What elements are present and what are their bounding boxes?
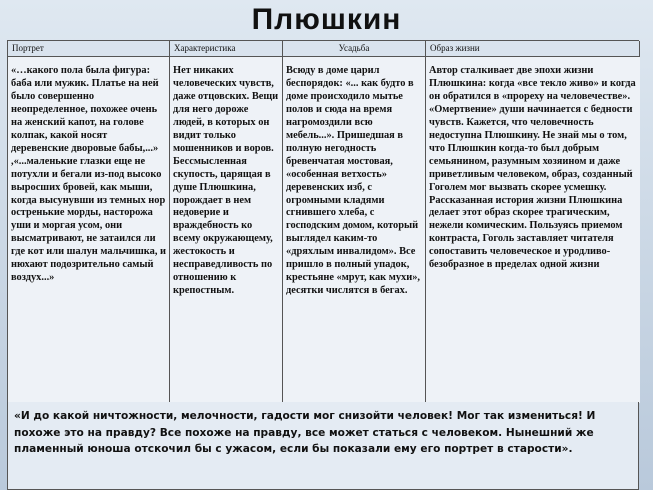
characteristics-table: [7, 40, 639, 402]
cell-lifestyle: Автор сталкивает две эпохи жизни Плюшкина: когда «все текло живо» и когда он обратился в «прореху на человечестве». «Омертвение» души начинается с бедности чувств. Кажется, что человечность недоступна Плюшкину. Не знай мы о том, что Плюшкин когда-то был добрым семьянином, разумным хозяином и даже приветливым человеком, образ, созданный Гоголем мог вызвать скорее усмешку. Рассказанная история жизни Плюшкина делает этот образ скорее трагическим, нежели комическим. Пользуясь приемом контраста, Гоголь заставляет читателя сопоставить человеческое и уродливо-безобразное в пределах одной жизни: [426, 57, 640, 403]
closing-quote: «И до какой ничтожности, мелочности, гадости мог снизойти человек! Мог так измениться! И похоже это на правду? Все похоже на правду, все может статься с человеком. Нынешний же пламенный юноша отскочил бы с ужасом, если бы показали ему его портрет в старости».: [7, 402, 639, 490]
header-estate: Усадьба: [283, 41, 426, 57]
header-portrait: Портрет: [8, 41, 170, 57]
cell-estate: Всюду в доме царил беспорядок: «... как будто в доме происходило мытье полов и сюда на время нагромоздили всю мебель...». Пришедшая в полную негодность бревенчатая мостовая, «особенная ветхость» деревенских изб, с огромными кладями сгнившего хлеба, с господским домом, который выглядел каким-то «дряхлым инвалидом». Все пришло в полный упадок, крестьяне «мрут, как мухи», десятки числятся в бегах.: [283, 57, 426, 403]
cell-portrait: «…какого пола была фигура: баба или мужик. Платье на ней было совершенно неопределенное, похожее очень на женский капот, на голове колпак, какой носят деревенские дворовые бабы,...» ,«...маленькие глазки еще не потухли и бегали из-под высоко выросших бровей, как мыши, когда высунувши из темных нор остренькие морды, насторожа уши и моргая усом, они высматривают, не затаился ли где кот или шалун мальчишка, и нюхают подозрительно самый воздух...»: [8, 57, 170, 403]
cell-characteristic: Нет никаких человеческих чувств, даже отцовских. Вещи для него дороже людей, в которых он видит только мошенников и воров. Бессмысленная скупость, царящая в душе Плюшкина, порождает в нем недоверие и враждебность ко всему окружающему, жестокость и несправедливость по отношению к крепостным.: [170, 57, 283, 403]
slide-title: Плюшкин: [251, 3, 402, 36]
header-lifestyle: Образ жизни: [426, 41, 640, 57]
header-characteristic: Характеристика: [170, 41, 283, 57]
